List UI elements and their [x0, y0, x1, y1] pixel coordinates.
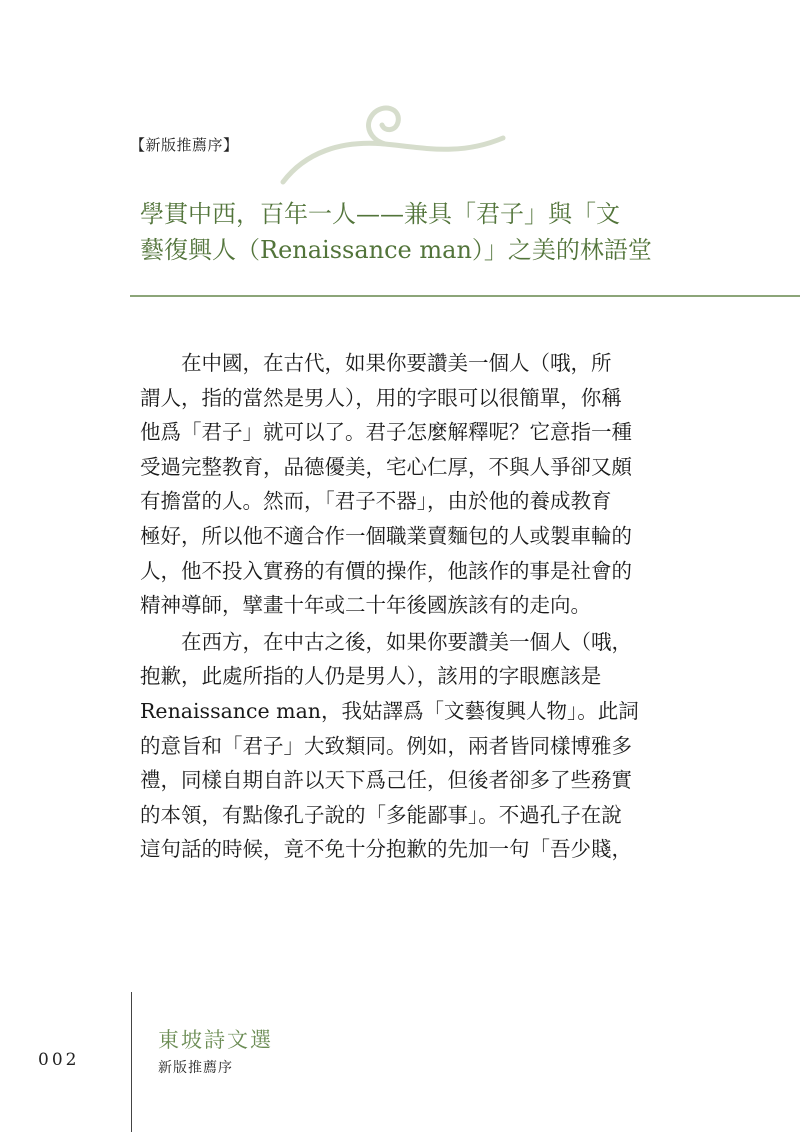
text-line: 謂人，指的當然是男人），用的字眼可以很簡單，你稱: [140, 385, 622, 410]
text-line: 禮，同樣自期自許以天下爲己任，但後者卻多了些務實: [140, 768, 632, 793]
running-section-title: 新版推薦序: [158, 1060, 233, 1076]
text-line: 他爲「君子」就可以了。君子怎麼解釋呢？它意指一種: [140, 420, 632, 445]
title-line-1: 學貫中西，百年一人——兼具「君子」與「文: [140, 200, 620, 228]
text-line: 精神導師，擘畫十年或二十年後國族該有的走向。: [140, 593, 591, 618]
text-line: 極好，所以他不適合作一個職業賣麵包的人或製車輪的: [140, 523, 632, 548]
text-line: 這句話的時候，竟不免十分抱歉的先加一句「吾少賤，: [140, 837, 632, 862]
footer-divider: [131, 992, 132, 1132]
article-title: [140, 196, 700, 268]
text-line: 的本領，有點像孔子說的「多能鄙事」。不過孔子在說: [140, 802, 622, 827]
text-line: 受過完整教育，品德優美，宅心仁厚，不與人爭卻又頗: [140, 454, 632, 479]
title-line-2: 藝復興人（Renaissance man）」之美的林語堂: [140, 236, 652, 264]
paragraph-1: [140, 346, 670, 623]
running-book-title: 東坡詩文選: [158, 1028, 273, 1052]
text-line: 人，他不投入實務的有價的操作，他該作的事是社會的: [140, 558, 632, 583]
page-number: 002: [38, 1050, 80, 1070]
title-divider: [130, 295, 800, 297]
flourish-ornament-icon: [275, 98, 525, 188]
text-line: 在中國，在古代，如果你要讚美一個人（哦，所: [140, 351, 612, 375]
text-line: 抱歉，此處所指的人仍是男人），該用的字眼應該是: [140, 664, 602, 689]
body-text: [140, 346, 670, 867]
section-tag: 【新版推薦序】: [130, 136, 239, 154]
text-line: Renaissance man，我姑譯爲「文藝復興人物」。此詞: [140, 698, 639, 723]
text-line: 在西方，在中古之後，如果你要讚美一個人（哦，: [140, 629, 632, 654]
text-line: 的意旨和「君子」大致類同。例如，兩者皆同樣博雅多: [140, 733, 632, 758]
text-line: 有擔當的人。然而，「君子不器」，由於他的養成教育: [140, 489, 612, 514]
paragraph-2: [140, 625, 670, 867]
